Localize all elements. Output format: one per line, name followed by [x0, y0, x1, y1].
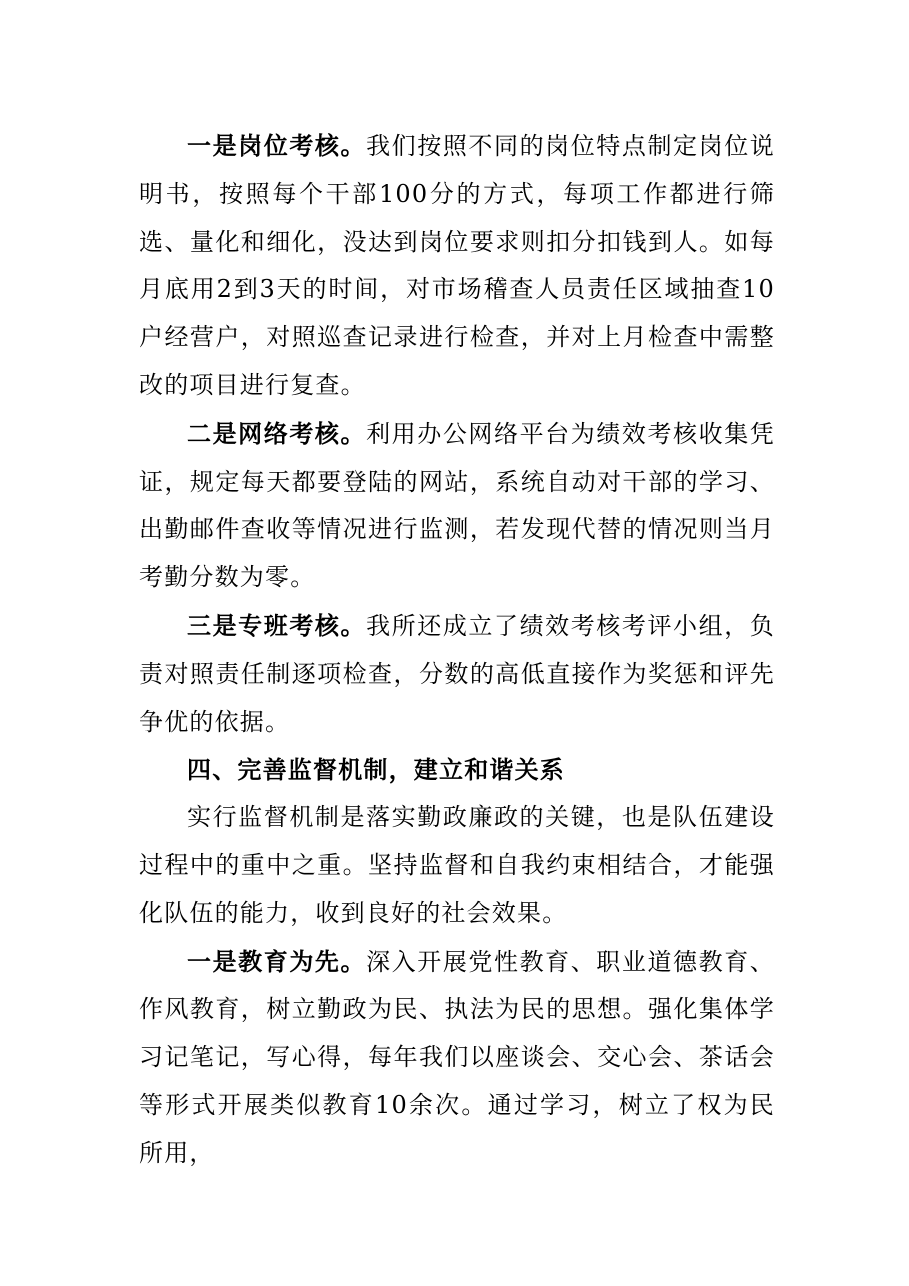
paragraph-text: 深入开展党性教育、职业道德教育、作风教育，树立勤政为民、执法为民的思想。强化集体学习记笔记，写心得，每年我们以座谈会、交心会、茶话会等形式开展类似教育10余次。通过学习，树立了权为民所用，	[139, 947, 775, 1167]
paragraph-lead: 一是教育为先。	[187, 946, 367, 976]
paragraph-text: 我们按照不同的岗位特点制定岗位说明书，按照每个干部100分的方式，每项工作都进行筛选、量化和细化，没达到岗位要求则扣分扣钱到人。如每月底用2到3天的时间，对市场稽查人员责任区域抽查10户经营户，对照巡查记录进行检查，并对上月检查中需整改的项目进行复查。	[139, 132, 775, 399]
paragraph-text: 利用办公网络平台为绩效考核收集凭证，规定每天都要登陆的网站，系统自动对干部的学习、出勤邮件查收等情况进行监测，若发现代替的情况则当月考勤分数为零。	[139, 419, 775, 592]
document-body	[139, 122, 775, 1178]
section-heading-text: 四、完善监督机制，建立和谐关系	[187, 755, 565, 785]
paragraph-lead: 一是岗位考核。	[187, 131, 367, 160]
paragraph-text: 实行监督机制是落实勤政廉政的关键，也是队伍建设过程中的重中之重。坚持监督和自我约束相结合，才能强化队伍的能力，收到良好的社会效果。	[139, 803, 775, 927]
paragraph-education-first	[139, 938, 775, 1178]
paragraph-network-assessment	[139, 410, 775, 602]
paragraph-post-assessment	[139, 122, 775, 410]
paragraph-team-assessment	[139, 602, 775, 746]
paragraph-text: 我所还成立了绩效考核考评小组，负责对照责任制逐项检查，分数的高低直接作为奖惩和评先争优的依据。	[139, 611, 775, 736]
section-heading	[139, 746, 775, 794]
paragraph-lead: 二是网络考核。	[187, 418, 367, 448]
paragraph-lead: 三是专班考核。	[187, 610, 367, 640]
paragraph-supervision-intro	[139, 794, 775, 937]
